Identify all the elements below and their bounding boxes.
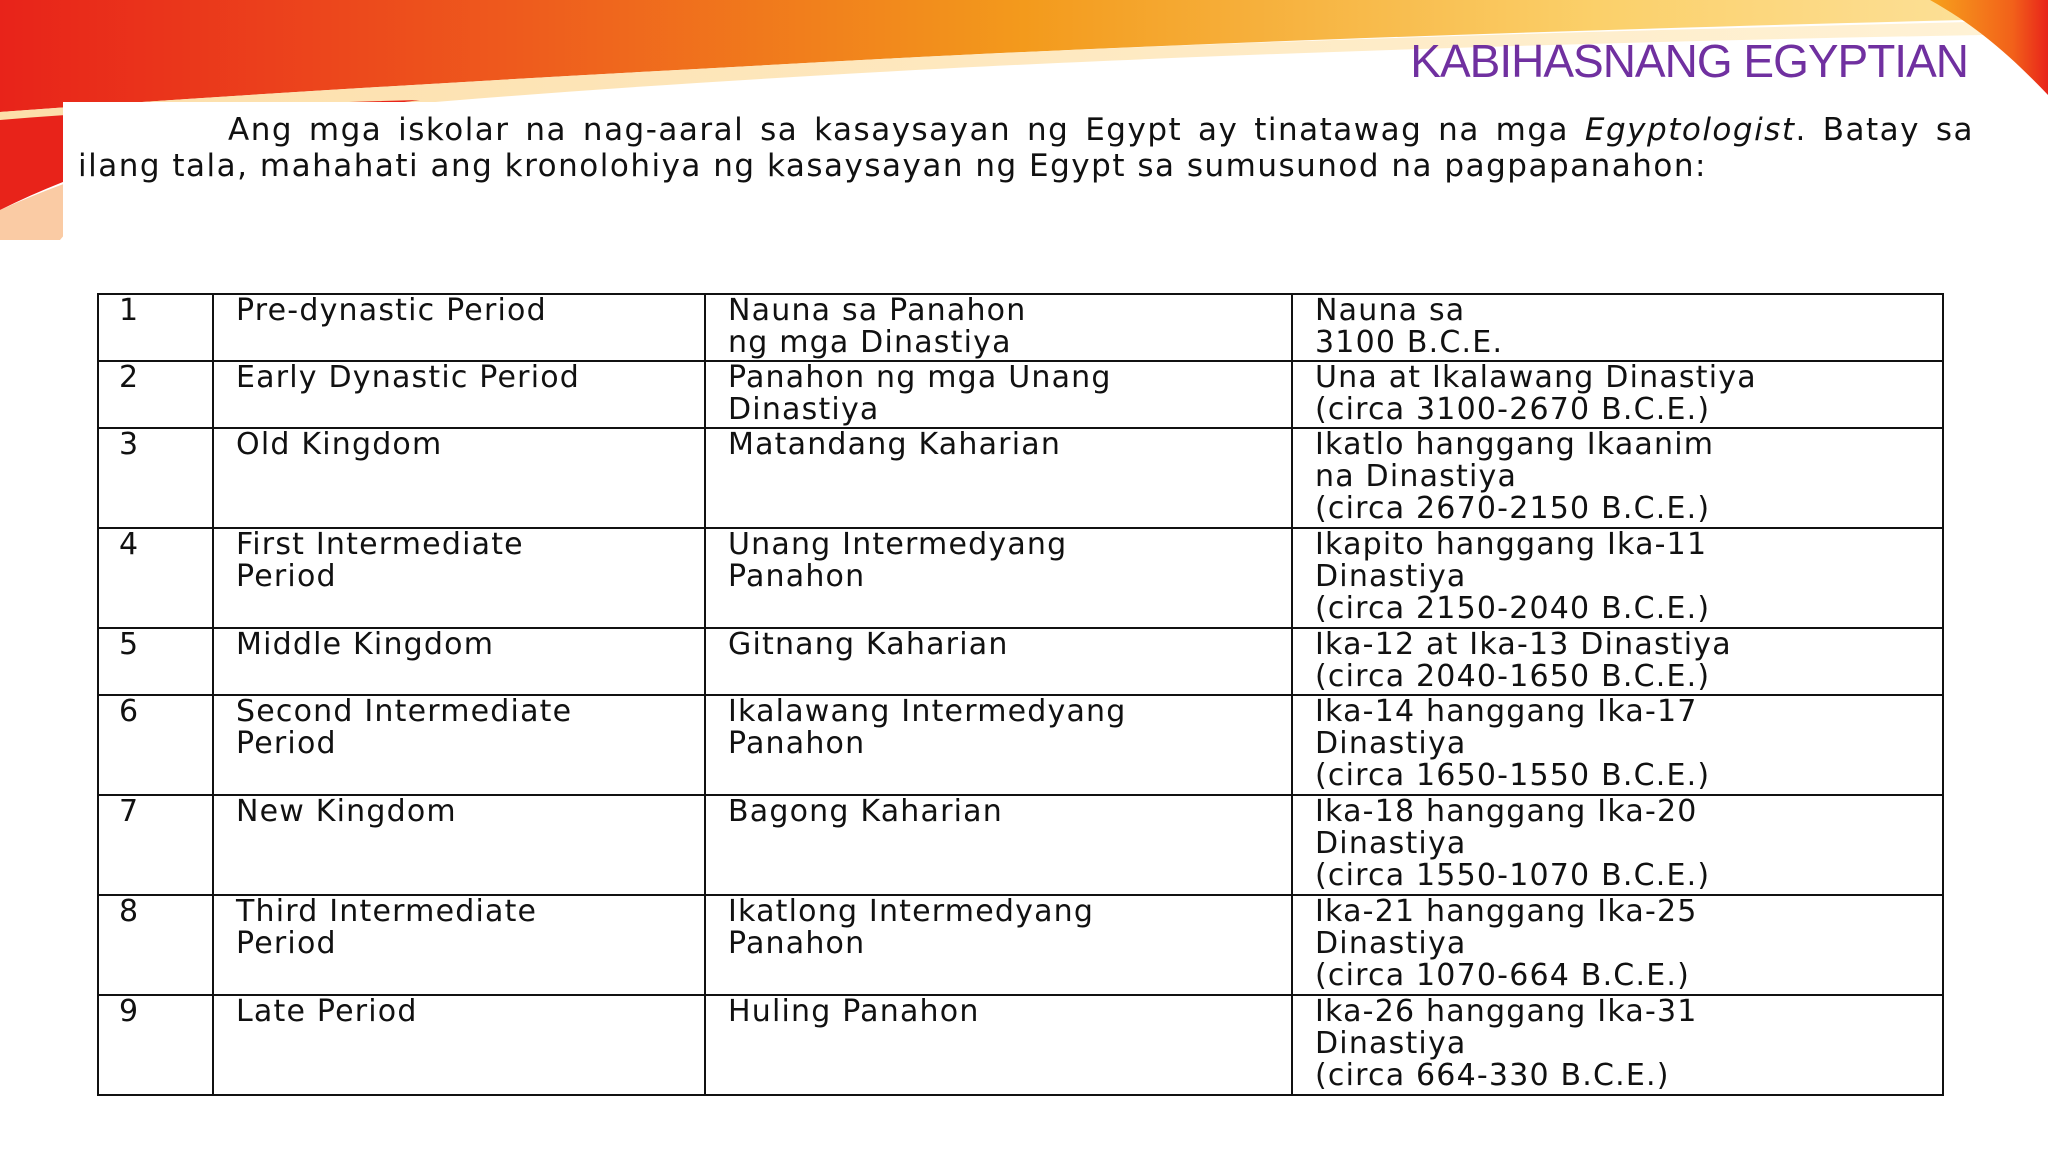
period-number: 3 xyxy=(98,428,213,528)
period-english-name: Old Kingdom xyxy=(213,428,705,528)
period-dynasty-range: Ika-21 hanggang Ika-25 Dinastiya (circa 1070-664 B.C.E.) xyxy=(1292,895,1943,995)
table-row xyxy=(98,294,1943,361)
period-number: 9 xyxy=(98,995,213,1095)
period-filipino-name: Gitnang Kaharian xyxy=(705,628,1292,695)
period-english-name: New Kingdom xyxy=(213,795,705,895)
period-number: 1 xyxy=(98,294,213,361)
period-english-name: First Intermediate Period xyxy=(213,528,705,628)
period-number: 6 xyxy=(98,695,213,795)
period-dynasty-range: Ika-18 hanggang Ika-20 Dinastiya (circa 1550-1070 B.C.E.) xyxy=(1292,795,1943,895)
table-row xyxy=(98,695,1943,795)
period-english-name: Second Intermediate Period xyxy=(213,695,705,795)
period-filipino-name: Panahon ng mga Unang Dinastiya xyxy=(705,361,1292,428)
period-english-name: Middle Kingdom xyxy=(213,628,705,695)
table-row xyxy=(98,361,1943,428)
period-filipino-name: Ikalawang Intermedyang Panahon xyxy=(705,695,1292,795)
period-filipino-name: Matandang Kaharian xyxy=(705,428,1292,528)
intro-text-before: Ang mga iskolar na nag-aaral sa kasaysayan ng Egypt ay tinatawag na mga xyxy=(228,112,1585,148)
table-row xyxy=(98,528,1943,628)
period-number: 5 xyxy=(98,628,213,695)
period-number: 7 xyxy=(98,795,213,895)
period-dynasty-range: Ika-26 hanggang Ika-31 Dinastiya (circa 664-330 B.C.E.) xyxy=(1292,995,1943,1095)
period-filipino-name: Bagong Kaharian xyxy=(705,795,1292,895)
intro-term: Egyptologist xyxy=(1584,112,1796,148)
table-row xyxy=(98,795,1943,895)
period-dynasty-range: Ika-14 hanggang Ika-17 Dinastiya (circa 1650-1550 B.C.E.) xyxy=(1292,695,1943,795)
periods-table xyxy=(97,293,1944,1096)
period-number: 2 xyxy=(98,361,213,428)
table-row xyxy=(98,428,1943,528)
period-english-name: Pre-dynastic Period xyxy=(213,294,705,361)
period-dynasty-range: Nauna sa 3100 B.C.E. xyxy=(1292,294,1943,361)
table-row xyxy=(98,895,1943,995)
period-number: 8 xyxy=(98,895,213,995)
period-filipino-name: Huling Panahon xyxy=(705,995,1292,1095)
period-filipino-name: Ikatlong Intermedyang Panahon xyxy=(705,895,1292,995)
table-row xyxy=(98,995,1943,1095)
table-row xyxy=(98,628,1943,695)
period-number: 4 xyxy=(98,528,213,628)
intro-paragraph xyxy=(78,112,1974,184)
period-dynasty-range: Ikapito hanggang Ika-11 Dinastiya (circa 2150-2040 B.C.E.) xyxy=(1292,528,1943,628)
period-english-name: Late Period xyxy=(213,995,705,1095)
period-filipino-name: Nauna sa Panahon ng mga Dinastiya xyxy=(705,294,1292,361)
intro-text-after: . Batay sa ilang tala, mahahati ang kronolohiya ng kasaysayan ng Egypt sa sumusunod na pagpapanahon: xyxy=(78,112,1974,184)
period-dynasty-range: Ika-12 at Ika-13 Dinastiya (circa 2040-1650 B.C.E.) xyxy=(1292,628,1943,695)
period-dynasty-range: Ikatlo hanggang Ikaanim na Dinastiya (circa 2670-2150 B.C.E.) xyxy=(1292,428,1943,528)
period-filipino-name: Unang Intermedyang Panahon xyxy=(705,528,1292,628)
period-english-name: Early Dynastic Period xyxy=(213,361,705,428)
period-english-name: Third Intermediate Period xyxy=(213,895,705,995)
slide-title: KABIHASNANG EGYPTIAN xyxy=(1410,35,1968,87)
period-dynasty-range: Una at Ikalawang Dinastiya (circa 3100-2670 B.C.E.) xyxy=(1292,361,1943,428)
